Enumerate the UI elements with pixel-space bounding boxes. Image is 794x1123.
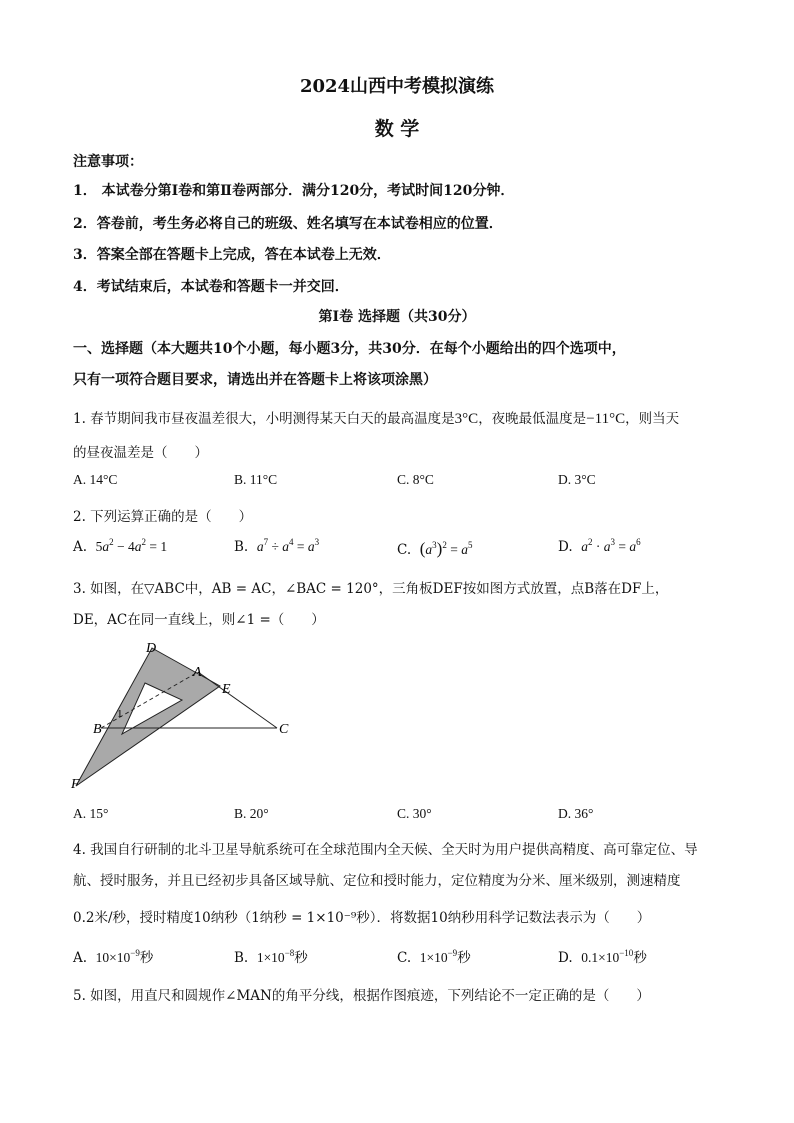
q2-option-d[interactable]: D. $a^2 \cdot a^3 = a^6$ [558, 537, 641, 555]
triangle-figure [60, 636, 300, 796]
section-instruction-line1: 一、选择题（本大题共10个小题，每小题3分，共30分．在每个小题给出的四个选项中， [73, 341, 626, 357]
q4-option-a[interactable]: A. $10\times 10^{-9}$秒 [73, 948, 154, 966]
section-title: 第Ⅰ卷 选择题（共30分） [318, 309, 476, 325]
q1-option-d[interactable]: D. 3°C [558, 472, 596, 487]
question-5-stem: 5. 如图，用直尺和圆规作∠MAN的角平分线，根据作图痕迹，下列结论不一定正确的是（ ） [73, 988, 650, 1004]
subject-title: 数 学 [374, 118, 420, 140]
notice-heading: 注意事项： [73, 154, 143, 170]
notice-item-2: 2．答卷前，考生务必将自己的班级、姓名填写在本试卷相应的位置． [73, 216, 503, 232]
q1-option-c[interactable]: C. 8°C [397, 472, 434, 487]
question-1-line2: 的昼夜温差是（ ） [73, 445, 208, 461]
question-1-line1: 1. 春节期间我市昼夜温差很大，小明测得某天白天的最高温度是3°C，夜晚最低温度是−11°C，则当天 [73, 411, 680, 427]
question-2-stem: 2. 下列运算正确的是（ ） [73, 509, 253, 525]
question-4-line1: 4. 我国自行研制的北斗卫星导航系统可在全球范围内全天候、全天时为用户提供高精度、高可靠定位、导 [73, 842, 698, 858]
label-f: F [71, 777, 80, 792]
label-c: C [279, 722, 289, 737]
q3-option-d[interactable]: D. 36° [558, 806, 594, 821]
label-b: B [93, 722, 102, 737]
q2-option-c[interactable]: C. $(a^3)^2 = a^5$ [397, 539, 473, 558]
q4-option-d[interactable]: D. $0.1\times 10^{-10}$秒 [558, 948, 647, 966]
notice-item-1: 1． 本试卷分第Ⅰ卷和第Ⅱ卷两部分．满分120分，考试时间120分钟． [73, 183, 515, 199]
label-d: D [146, 641, 157, 656]
page-title: 2024山西中考模拟演练 [299, 76, 495, 97]
question-4-line2: 航、授时服务，并且已经初步具备区域导航、定位和授时能力，定位精度为分米、厘米级别，测速精度 [73, 873, 681, 889]
q2-option-b[interactable]: B. $a^7 \div a^4 = a^3$ [234, 537, 320, 555]
q4-option-c[interactable]: C. $1\times 10^{-9}$秒 [397, 948, 471, 966]
label-a: A [193, 665, 202, 680]
q3-option-a[interactable]: A. 15° [73, 806, 109, 821]
question-3-line1: 3. 如图，在▽ABC中，AB = AC，∠BAC = 120°，三角板DEF按如图方式放置，点B落在DF上， [73, 581, 669, 597]
notice-item-4: 4．考试结束后，本试卷和答题卡一并交回． [73, 279, 349, 295]
q4-option-b[interactable]: B. $1\times 10^{-8}$秒 [234, 948, 308, 966]
label-e: E [222, 682, 231, 697]
label-angle-1: 1 [117, 708, 123, 720]
segment-ac [198, 672, 277, 728]
q2-option-a[interactable]: A. $5a^2 - 4a^2 = 1$ [73, 537, 168, 555]
q1-option-b[interactable]: B. 11°C [234, 472, 278, 487]
section-instruction-line2: 只有一项符合题目要求，请选出并在答题卡上将该项涂黑） [73, 372, 437, 388]
question-3-line2: DE，AC在同一直线上，则∠1 =（ ） [73, 612, 325, 628]
q3-option-b[interactable]: B. 20° [234, 806, 269, 821]
q1-option-a[interactable]: A. 14°C [73, 472, 118, 487]
notice-item-3: 3．答案全部在答题卡上完成，答在本试卷上无效． [73, 247, 391, 263]
q3-option-c[interactable]: C. 30° [397, 806, 432, 821]
question-4-line3: 0.2米/秒，授时精度10纳秒（1纳秒 = 1×10⁻⁹秒）．将数据10纳秒用科学记数法表示为（ ） [73, 910, 651, 926]
